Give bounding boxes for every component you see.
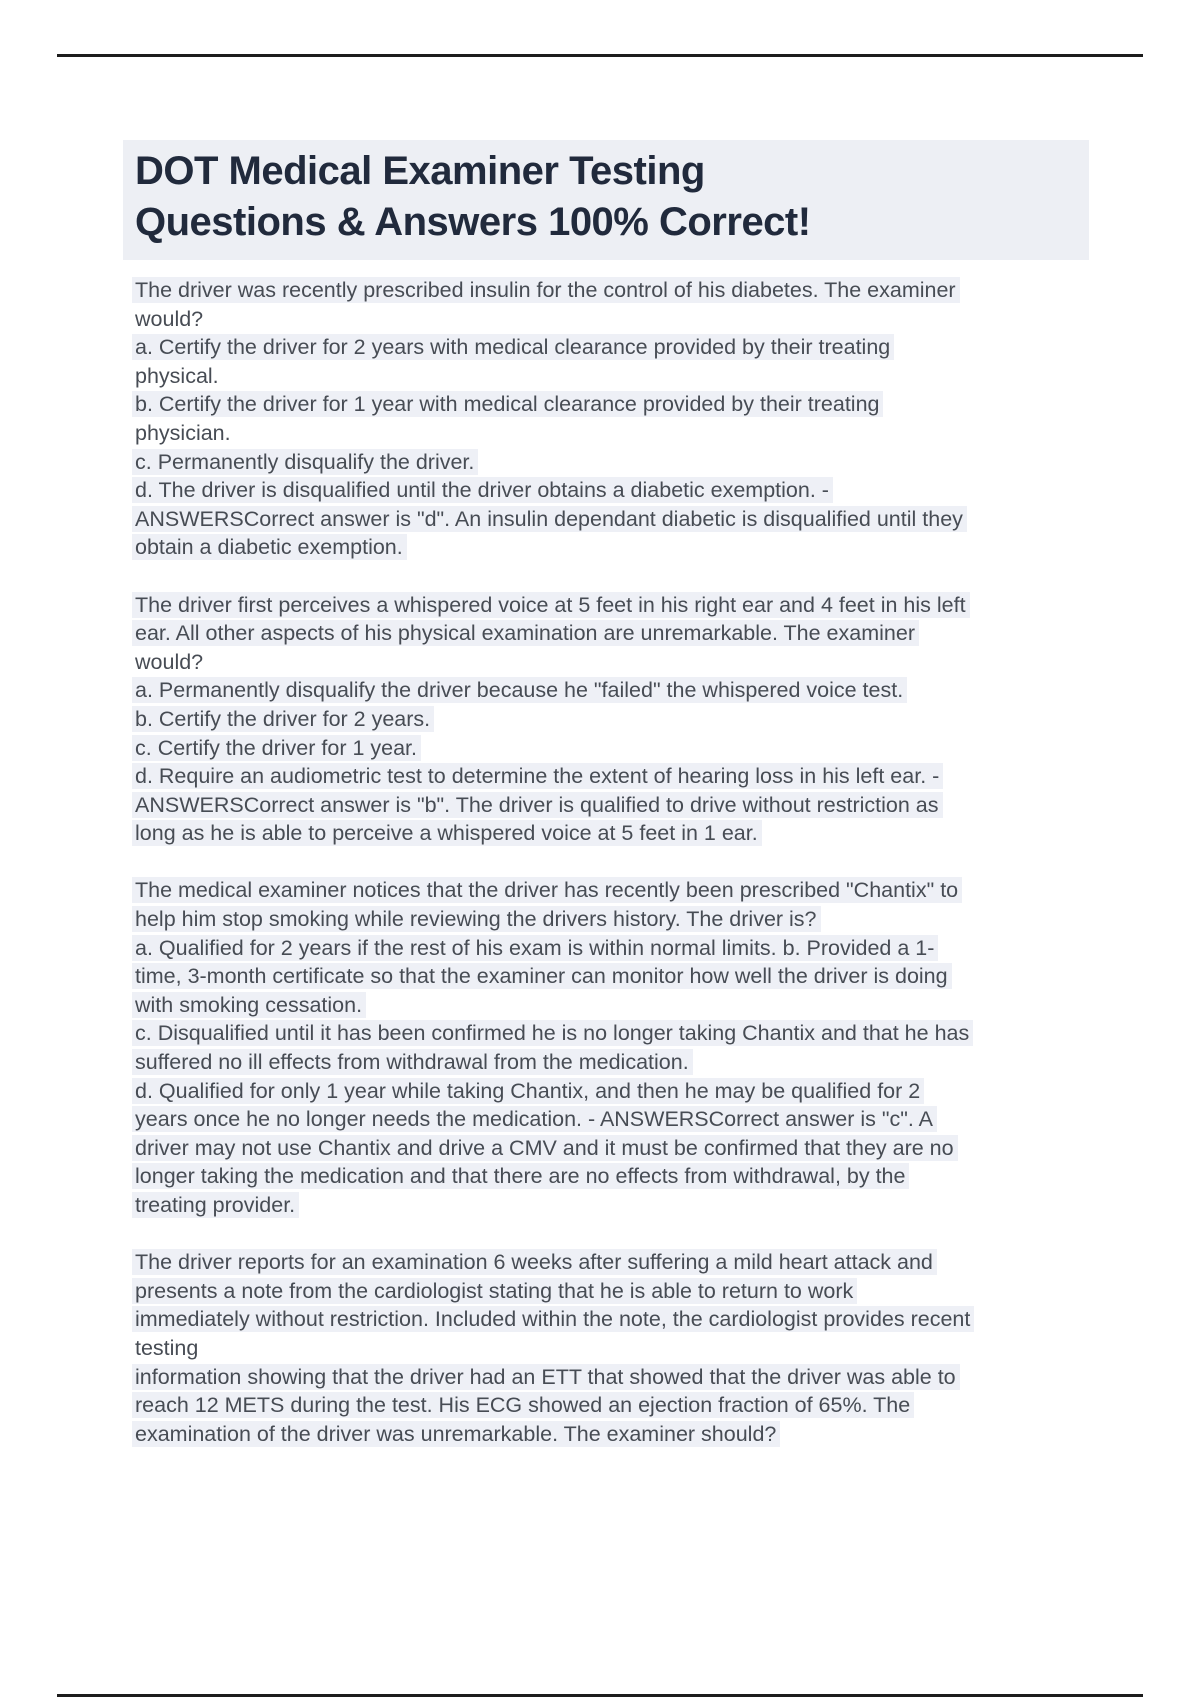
highlighted-text: ANSWERSCorrect answer is "b". The driver is qualified to drive without restriction as [132, 792, 943, 818]
text-line [135, 619, 1145, 648]
text-line [135, 962, 1145, 991]
text-line [135, 819, 1145, 848]
highlighted-text: The driver reports for an examination 6 weeks after suffering a mild heart attack and [132, 1249, 937, 1275]
highlighted-text: a. Qualified for 2 years if the rest of his exam is within normal limits. b. Provided a 1- [132, 935, 938, 961]
plain-text: would? [135, 306, 204, 331]
page-title [123, 140, 1089, 260]
text-line [135, 1391, 1145, 1420]
text-line [135, 1420, 1145, 1449]
text-line [135, 276, 1145, 305]
text-line [135, 362, 1145, 391]
text-line [135, 1334, 1145, 1363]
highlighted-text: d. Require an audiometric test to determine the extent of hearing loss in his left ear. - [132, 763, 943, 789]
text-line [135, 1305, 1145, 1334]
text-line [135, 419, 1145, 448]
highlighted-text: obtain a diabetic exemption. [132, 534, 407, 560]
highlighted-text: c. Certify the driver for 1 year. [132, 735, 421, 761]
highlighted-text: information showing that the driver had an ETT that showed that the driver was able to [132, 1364, 960, 1390]
highlighted-text: long as he is able to perceive a whispered voice at 5 feet in 1 ear. [132, 820, 762, 846]
text-line [135, 791, 1145, 820]
text-line [135, 533, 1145, 562]
text-line [135, 676, 1145, 705]
text-line [135, 476, 1145, 505]
text-line [135, 762, 1145, 791]
text-line [135, 1105, 1145, 1134]
text-line [135, 648, 1145, 677]
text-line [135, 505, 1145, 534]
highlighted-text: a. Permanently disqualify the driver because he "failed" the whispered voice test. [132, 677, 907, 703]
paragraph [135, 876, 1145, 1219]
highlighted-text: b. Certify the driver for 2 years. [132, 706, 434, 732]
highlighted-text: reach 12 METS during the test. His ECG showed an ejection fraction of 65%. The [132, 1392, 914, 1418]
highlighted-text: d. Qualified for only 1 year while taking Chantix, and then he may be qualified for 2 [132, 1078, 924, 1104]
highlighted-text: c. Permanently disqualify the driver. [132, 449, 478, 475]
text-line [135, 333, 1145, 362]
highlighted-text: time, 3-month certificate so that the examiner can monitor how well the driver is doing [132, 963, 952, 989]
highlighted-text: longer taking the medication and that there are no effects from withdrawal, by the [132, 1163, 909, 1189]
text-line [135, 591, 1145, 620]
text-line [135, 1077, 1145, 1106]
text-line [135, 876, 1145, 905]
page-title-line-2: Questions & Answers 100% Correct! [135, 200, 811, 244]
text-line [135, 1363, 1145, 1392]
top-rule [57, 54, 1143, 57]
highlighted-text: help him stop smoking while reviewing the drivers history. The driver is? [132, 906, 821, 932]
text-line [135, 1191, 1145, 1220]
highlighted-text: The driver first perceives a whispered voice at 5 feet in his right ear and 4 feet in his left [132, 592, 970, 618]
text-line [135, 1162, 1145, 1191]
highlighted-text: c. Disqualified until it has been confirmed he is no longer taking Chantix and that he has [132, 1020, 973, 1046]
highlighted-text: driver may not use Chantix and drive a CMV and it must be confirmed that they are no [132, 1135, 958, 1161]
plain-text: physical. [135, 363, 219, 388]
text-line [135, 705, 1145, 734]
highlighted-text: b. Certify the driver for 1 year with medical clearance provided by their treating [132, 391, 883, 417]
paragraphs [135, 276, 1145, 1477]
text-line [135, 991, 1145, 1020]
highlighted-text: a. Certify the driver for 2 years with medical clearance provided by their treating [132, 334, 894, 360]
highlighted-text: examination of the driver was unremarkable. The examiner should? [132, 1421, 780, 1447]
highlighted-text: with smoking cessation. [132, 992, 366, 1018]
highlighted-text: d. The driver is disqualified until the driver obtains a diabetic exemption. - [132, 477, 833, 503]
highlighted-text: The medical examiner notices that the driver has recently been prescribed "Chantix" to [132, 877, 962, 903]
text-line [135, 305, 1145, 334]
plain-text: would? [135, 649, 204, 674]
text-line [135, 1134, 1145, 1163]
plain-text: testing [135, 1335, 199, 1360]
text-line [135, 390, 1145, 419]
paragraph [135, 1248, 1145, 1448]
highlighted-text: years once he no longer needs the medication. - ANSWERSCorrect answer is "c". A [132, 1106, 937, 1132]
text-line [135, 1277, 1145, 1306]
paragraph [135, 591, 1145, 848]
paragraph [135, 276, 1145, 562]
highlighted-text: treating provider. [132, 1192, 299, 1218]
bottom-rule [57, 1694, 1143, 1697]
highlighted-text: suffered no ill effects from withdrawal from the medication. [132, 1049, 693, 1075]
text-line [135, 734, 1145, 763]
plain-text: physician. [135, 420, 231, 445]
text-line [135, 905, 1145, 934]
text-line [135, 1019, 1145, 1048]
text-line [135, 1248, 1145, 1277]
highlighted-text: immediately without restriction. Included within the note, the cardiologist provides recent [132, 1306, 974, 1332]
text-line [135, 934, 1145, 963]
highlighted-text: ANSWERSCorrect answer is "d". An insulin dependant diabetic is disqualified until they [132, 506, 967, 532]
text-line [135, 1048, 1145, 1077]
highlighted-text: The driver was recently prescribed insulin for the control of his diabetes. The examiner [132, 277, 960, 303]
highlighted-text: presents a note from the cardiologist stating that he is able to return to work [132, 1278, 857, 1304]
page-title-line-1: DOT Medical Examiner Testing [135, 149, 705, 193]
highlighted-text: ear. All other aspects of his physical examination are unremarkable. The examiner [132, 620, 919, 646]
text-line [135, 448, 1145, 477]
